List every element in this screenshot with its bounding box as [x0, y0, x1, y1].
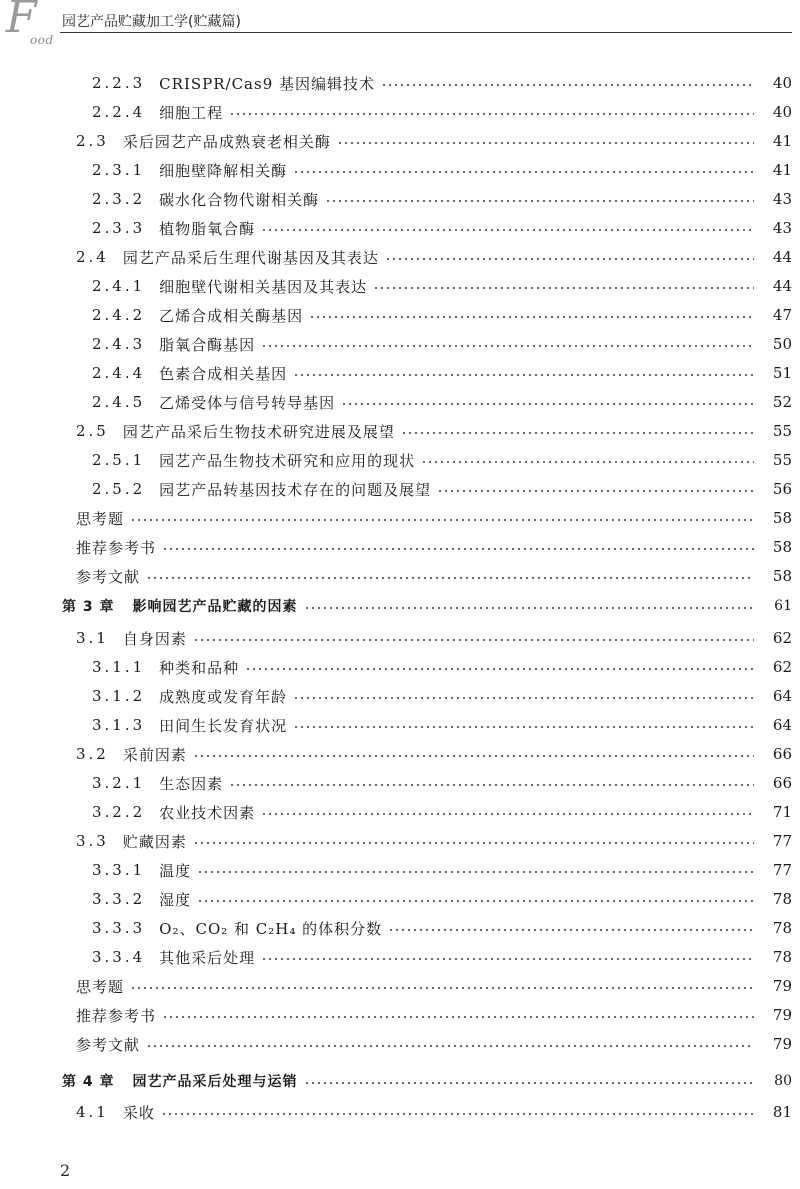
- toc-page: 77: [772, 832, 792, 850]
- toc-entry[interactable]: [0, 623, 792, 653]
- toc-title: 乙烯合成相关酶基因: [159, 306, 304, 325]
- toc-number: 3.3.2: [92, 890, 146, 908]
- toc-number: 3.2.2: [92, 803, 146, 821]
- toc-title: 农业技术因素: [159, 803, 256, 822]
- toc-title: 种类和品种: [159, 658, 240, 677]
- toc-leader: [229, 784, 754, 786]
- toc-chapter-entry[interactable]: [0, 1066, 792, 1096]
- toc-entry[interactable]: [0, 561, 792, 591]
- food-logo-rest: ood: [30, 33, 54, 47]
- toc-page: 78: [772, 919, 792, 937]
- toc-number: 3.2: [76, 745, 109, 763]
- toc-page: 79: [772, 1006, 792, 1024]
- toc-entry[interactable]: [0, 971, 792, 1001]
- toc-entry[interactable]: [0, 768, 792, 798]
- toc-chapter-title: 影响园艺产品贮藏的因素: [132, 599, 298, 615]
- toc-entry[interactable]: [0, 532, 792, 562]
- toc-leader: [146, 1045, 754, 1047]
- toc-title: 细胞工程: [159, 103, 224, 122]
- toc-number: 2.4.2: [92, 306, 146, 324]
- toc-page: 40: [772, 74, 792, 92]
- toc-leader: [261, 229, 754, 231]
- toc-entry[interactable]: [0, 474, 792, 504]
- toc-number: 2.5.1: [92, 451, 146, 469]
- toc-leader: [162, 548, 754, 550]
- toc-page: 41: [772, 161, 792, 179]
- toc-title: 植物脂氧合酶: [159, 219, 256, 238]
- toc-page: 55: [772, 451, 792, 469]
- toc-title: 生态因素: [159, 774, 224, 793]
- toc-title: 成熟度或发育年龄: [159, 687, 288, 706]
- toc-entry[interactable]: [0, 416, 792, 446]
- toc-page: 78: [772, 948, 792, 966]
- toc-number: 3.1: [76, 629, 109, 647]
- toc-page: 79: [772, 1035, 792, 1053]
- toc-number: 2.4.5: [92, 393, 146, 411]
- toc-number: 3.1.1: [92, 658, 146, 676]
- toc-page: 61: [774, 598, 792, 614]
- toc-leader: [373, 287, 754, 289]
- toc-number: 3.1.2: [92, 687, 146, 705]
- toc-entry[interactable]: [0, 913, 792, 943]
- toc-entry[interactable]: [0, 1029, 792, 1059]
- toc-leader: [337, 142, 754, 144]
- toc-chapter-title: 园艺产品采后处理与运销: [132, 1074, 298, 1090]
- toc-title: 园艺产品采后生理代谢基因及其表达: [122, 248, 379, 267]
- toc-chapter-entry[interactable]: [0, 591, 792, 621]
- toc-page: 41: [772, 132, 792, 150]
- toc-page: 64: [772, 716, 792, 734]
- toc-page: 77: [772, 861, 792, 879]
- toc-page: 78: [772, 890, 792, 908]
- toc-leader: [293, 697, 754, 699]
- toc-number: 3.2.1: [92, 774, 146, 792]
- toc-number: 2.5.2: [92, 480, 146, 498]
- toc-leader: [130, 519, 754, 521]
- toc-title: 乙烯受体与信号转导基因: [159, 393, 336, 412]
- toc-page: 62: [772, 629, 792, 647]
- toc-entry[interactable]: [0, 300, 792, 330]
- toc-leader: [261, 958, 754, 960]
- toc-entry[interactable]: [0, 942, 792, 972]
- toc-leader: [341, 403, 754, 405]
- toc-title: 园艺产品生物技术研究和应用的现状: [159, 451, 416, 470]
- toc-chapter-number: 第 4 章: [62, 1074, 115, 1090]
- toc-page: 43: [772, 190, 792, 208]
- toc-leader: [293, 726, 754, 728]
- toc-number: 3.1.3: [92, 716, 146, 734]
- toc-entry[interactable]: [0, 1000, 792, 1030]
- toc-title: 湿度: [159, 890, 192, 909]
- toc-page: 56: [772, 480, 792, 498]
- toc-page: 66: [772, 745, 792, 763]
- toc-title: 自身因素: [122, 629, 187, 648]
- toc-page: 44: [772, 277, 792, 295]
- toc-entry[interactable]: [0, 681, 792, 711]
- toc-title: 田间生长发育状况: [159, 716, 288, 735]
- toc-leader: [229, 113, 754, 115]
- toc-page: 44: [772, 248, 792, 266]
- toc-title: 脂氧合酶基因: [159, 335, 256, 354]
- toc-number: 2.3.2: [92, 190, 146, 208]
- toc-title: 温度: [159, 861, 192, 880]
- toc-leader: [401, 432, 754, 434]
- toc-page: 43: [772, 219, 792, 237]
- toc-title: 色素合成相关基因: [159, 364, 288, 383]
- toc-leader: [162, 1016, 754, 1018]
- toc-page: 58: [772, 538, 792, 556]
- toc-number: 2.4.1: [92, 277, 146, 295]
- toc-leader: [130, 987, 754, 989]
- toc-title: 细胞壁降解相关酶: [159, 161, 288, 180]
- toc-leader: [388, 929, 754, 931]
- toc-number: 2.2.3: [92, 74, 146, 92]
- toc-entry[interactable]: [0, 710, 792, 740]
- toc-number: 3.3.3: [92, 919, 146, 937]
- toc-leader: [304, 607, 755, 609]
- toc-page: 52: [772, 393, 792, 411]
- toc-chapter-number: 第 3 章: [62, 599, 115, 615]
- header-divider: [60, 32, 792, 33]
- toc-page: 40: [772, 103, 792, 121]
- toc-entry[interactable]: [0, 213, 792, 243]
- toc-leader: [437, 490, 754, 492]
- toc-page: 79: [772, 977, 792, 995]
- toc-page: 66: [772, 774, 792, 792]
- toc-entry[interactable]: [0, 1097, 792, 1127]
- toc-title: 思考题: [76, 509, 125, 528]
- toc-leader: [304, 1082, 755, 1084]
- toc-page: 55: [772, 422, 792, 440]
- toc-title: 园艺产品采后生物技术研究进展及展望: [122, 422, 395, 441]
- toc-leader: [193, 639, 754, 641]
- toc-number: 3.3.1: [92, 861, 146, 879]
- toc-page: 58: [772, 509, 792, 527]
- toc-leader: [261, 813, 754, 815]
- toc-entry[interactable]: [0, 797, 792, 827]
- toc-number: 2.4.3: [92, 335, 146, 353]
- toc-number: 4.1: [76, 1103, 109, 1121]
- page-header: [0, 0, 800, 50]
- toc-title: 碳水化合物代谢相关酶: [159, 190, 320, 209]
- toc-leader: [325, 200, 754, 202]
- toc-page: 62: [772, 658, 792, 676]
- toc-entry[interactable]: [0, 155, 792, 185]
- book-title: 园艺产品贮藏加工学(贮藏篇): [62, 14, 241, 30]
- toc-entry[interactable]: [0, 387, 792, 417]
- toc-leader: [421, 461, 754, 463]
- toc-title: CRISPR/Cas9 基因编辑技术: [159, 74, 376, 93]
- toc-leader: [381, 84, 754, 86]
- toc-number: 2.3: [76, 132, 109, 150]
- toc-entry[interactable]: [0, 884, 792, 914]
- toc-leader: [197, 871, 754, 873]
- toc-number: 2.2.4: [92, 103, 146, 121]
- toc-title: 采收: [122, 1103, 155, 1122]
- toc-number: 2.5: [76, 422, 109, 440]
- toc-title: 推荐参考书: [76, 1006, 157, 1025]
- toc-page: 47: [772, 306, 792, 324]
- toc-leader: [193, 842, 754, 844]
- toc-entry[interactable]: [0, 652, 792, 682]
- toc-entry[interactable]: [0, 855, 792, 885]
- toc-entry[interactable]: [0, 445, 792, 475]
- toc-title: 细胞壁代谢相关基因及其表达: [159, 277, 368, 296]
- toc-entry[interactable]: [0, 184, 792, 214]
- toc-leader: [309, 316, 754, 318]
- toc-entry[interactable]: [0, 329, 792, 359]
- toc-leader: [146, 577, 754, 579]
- toc-entry[interactable]: [0, 358, 792, 388]
- toc-entry[interactable]: [0, 271, 792, 301]
- toc-page: 50: [772, 335, 792, 353]
- toc-leader: [293, 171, 754, 173]
- toc-leader: [385, 258, 754, 260]
- toc-entry[interactable]: [0, 503, 792, 533]
- toc-page: 80: [774, 1073, 792, 1089]
- toc-leader: [161, 1113, 754, 1115]
- toc-title: 思考题: [76, 977, 125, 996]
- toc-number: 2.3.1: [92, 161, 146, 179]
- toc-number: 3.3: [76, 832, 109, 850]
- toc-title: 其他采后处理: [159, 948, 256, 967]
- toc-page: 51: [772, 364, 792, 382]
- toc-title: 采前因素: [122, 745, 187, 764]
- toc-leader: [293, 374, 754, 376]
- toc-entry[interactable]: [0, 242, 792, 272]
- toc-number: 3.3.4: [92, 948, 146, 966]
- toc-entry[interactable]: [0, 826, 792, 856]
- toc-title: 贮藏因素: [122, 832, 187, 851]
- toc-number: 2.3.3: [92, 219, 146, 237]
- toc-title: 推荐参考书: [76, 538, 157, 557]
- toc-entry[interactable]: [0, 126, 792, 156]
- toc-page: 58: [772, 567, 792, 585]
- food-logo-letter: F: [6, 0, 37, 43]
- toc-title: 采后园艺产品成熟衰老相关酶: [122, 132, 331, 151]
- toc-title: O₂、CO₂ 和 C₂H₄ 的体积分数: [159, 919, 383, 938]
- page-number: 2: [60, 1161, 71, 1180]
- toc-title: 参考文献: [76, 1035, 141, 1054]
- toc-entry[interactable]: [0, 68, 792, 98]
- toc-leader: [193, 755, 754, 757]
- toc-page: 64: [772, 687, 792, 705]
- toc-page: 71: [772, 803, 792, 821]
- toc-entry[interactable]: [0, 739, 792, 769]
- toc-number: 2.4: [76, 248, 109, 266]
- toc-title: 参考文献: [76, 567, 141, 586]
- toc-number: 2.4.4: [92, 364, 146, 382]
- toc-page: 81: [772, 1103, 792, 1121]
- toc-leader: [197, 900, 754, 902]
- toc-leader: [245, 668, 754, 670]
- toc-title: 园艺产品转基因技术存在的问题及展望: [159, 480, 432, 499]
- toc-entry[interactable]: [0, 97, 792, 127]
- toc-leader: [261, 345, 754, 347]
